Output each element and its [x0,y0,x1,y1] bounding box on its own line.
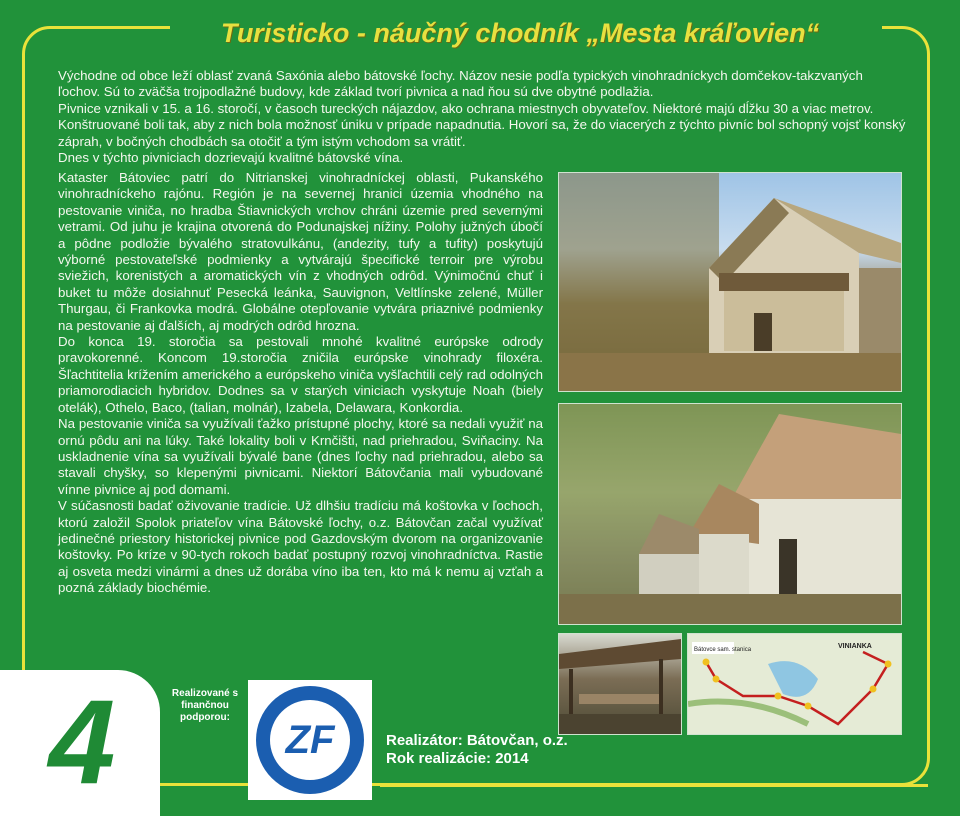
body-paragraph: Na pestovanie viniča sa využívali ťažko prístupné plochy, ktoré sa nedali využiť na ornú pôdu ani na lúky. Také lokality boli v Krnčišti, nad priehradou, Sviňaciny. Na uskladnenie vína sa využívali bývalé bane (dnes ľochy nad priehradou, alebo sa stavali chyšky, so klepenými pivnicami. Niektorí Bátovčania mali vybudované vínne pivnice aj pod domami. [58,416,543,497]
intro-paragraph: Dnes v týchto pivniciach dozrievajú kvalitné bátovské vína. [58,150,404,166]
body-paragraph: V súčasnosti badať oživovanie tradície. Už dlhšiu tradíciu má koštovka v ľochoch, ktorú založil Spolok priateľov vína Bátovské ľochy, o.z. Bátovčan začal využívať jedinečné priestory historickej pivnice pod Gazdovským dvorom na organizovanie koštovky. Po kríze v 90-tych rokoch badať postupný rozvoj vinohradníctva. Rastie aj osveta medzi vinármi a dnes už dorába víno iba ten, kto má k nemu aj vzťah a pozná základy biochémie. [58,498,543,596]
intro-text [58,68,908,166]
body-paragraph: Do konca 19. storočia sa pestovali mnohé kvalitné európske odrody pravokorenné. Koncom 19.storočia zničila európske vinohrady filoxéra. Šľachtitelia krížením amerického a európskeho viniča vyšľachtili celý rad odolných priamorodiacich hybridov. Dodnes sa v starých viniciach vyskytuje Noah (biely otelák), Othelo, Baco, (talian, molnár), Izabela, Delawara, Konkordia. [58,334,543,415]
route-map-drawing [688,634,901,734]
photo-terrace [558,633,682,735]
photo-wine-house [558,172,902,392]
bottom-rule [380,784,928,787]
realizator-line: Realizátor: Bátovčan, o.z. [386,732,568,749]
sponsor-logo [248,680,372,800]
photo-wine-houses-row [558,403,902,625]
map-end-label: VINIANKA [838,643,872,650]
support-label: Realizované s finančnou podporou: [171,688,239,723]
terrace-illustration [559,634,681,734]
zf-logo-ring [256,686,364,794]
body-paragraph: Kataster Bátoviec patrí do Nitrianskej vinohradníckej oblasti, Pukanského vinohradníckeho rajónu. Región je na severnej hranici územia vhodného na pestovanie viniča, no hradba Štiavnických vrchov chráni územie pred severnými vetrami. Od juhu je krajina otvorená do Podunajskej nížiny. Polohy južných úbočí a pôdne podložie bývalého stratovulkánu, (andezity, tufy a tufity) poskytujú výborné pestovateľské podmienky a vytvárajú špecifické terroir pre výrobu sviežich, korenistých a aromatických vín z vhodných odrôd. Výnimočnú chuť i buket tu môže dosiahnuť Pesecká leánka, Sauvignon, Veltlínske zelené, Müller Thurgau, či Frankovka modrá. Globálne otepľovanie vytvára priaznivé podmienky na pestovanie aj ďalších, aj modrých odrôd hrozna. [58,170,543,333]
route-map [687,633,902,735]
wine-houses-illustration [559,404,901,624]
intro-paragraph: Východne od obce leží oblasť zvaná Saxónia alebo bátovské ľochy. Názov nesie podľa typických vinohradníckych domčekov-takzvaných ľochov. Sú to zväčša trojpodlažné budovy, kde základ tvorí pivnica a nad ňou sú dve obytné podlažia. [58,68,863,100]
wine-house-illustration [559,173,901,391]
panel-number: 4 [48,675,116,809]
credits [386,732,568,768]
year-line: Rok realizácie: 2014 [386,750,529,767]
board-title: Turisticko - náučný chodník „Mesta kráľovien“ [220,18,820,48]
map-start-label: Bátovce sam. stanica [694,647,752,653]
zf-logo-text: ZF [270,700,350,780]
body-text [58,170,543,597]
intro-paragraph: Pivnice vznikali v 15. a 16. storočí, v časoch tureckých nájazdov, ako ochrana miestnych obyvateľov. Niektoré majú dĺžku 30 a viac metrov. Konštruované boli tak, aby z nich bola možnosť úniku v prípade napadnutia. Hovorí sa, že do viacerých z týchto pivníc bol schopný vojsť konský záprah, v bočných chodbách sa otočiť a tým istým vchodom sa vrátiť. [58,100,906,149]
